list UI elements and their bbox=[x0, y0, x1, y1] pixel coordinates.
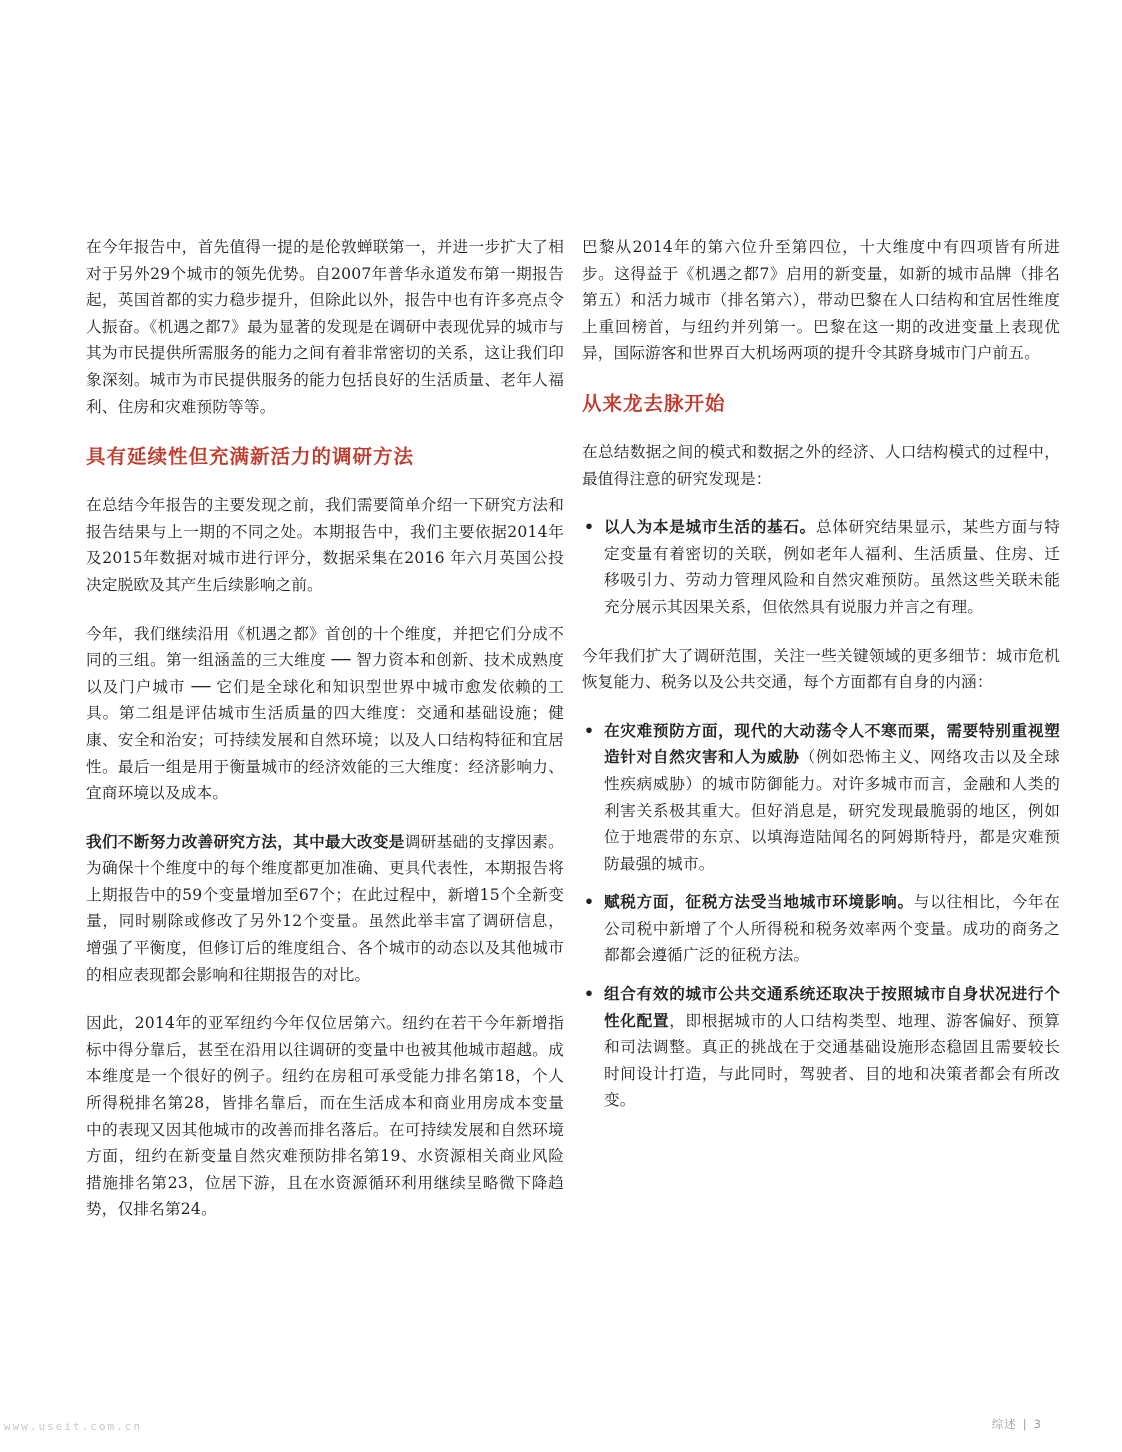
right-column bbox=[582, 234, 1060, 1136]
emphasis-text: 组合有效的城市公共交通系统还取决于按照城市自身状况进行个性化配置 bbox=[604, 984, 1060, 1030]
details-list bbox=[582, 718, 1060, 1114]
list-item bbox=[582, 889, 1060, 969]
body-text: ，即根据城市的人口结构类型、地理、游客偏好、预算和司法调整。真正的挑战在于交通基础设施形态稳固且需要较长时间设计打造，与此同时，驾驶者、目的地和决策者都会有所改变。 bbox=[604, 1011, 1060, 1110]
body-text: 调研基础的支撑因素。为确保十个维度中的每个维度都更加准确、更具代表性，本期报告将上期报告中的59个变量增加至67个；在此过程中，新增15个全新变量，同时剔除或修改了另外12个变量。虽然此举丰富了调研信息，增强了平衡度，但修订后的维度组合、各个城市的动态以及其他城市的相应表现都会影响和往期报告的对比。 bbox=[86, 832, 564, 984]
bullet-icon: • bbox=[584, 892, 595, 912]
body-text: 总体研究结果显示，某些方面与特定变量有着密切的关联，例如老年人福利、生活质量、住房、迁移吸引力、劳动力管理风险和自然灾难预防。虽然这些关联未能充分展示其因果关系，但依然具有说服力并言之有理。 bbox=[604, 518, 1060, 616]
page-number: 3 bbox=[1033, 1417, 1042, 1431]
emphasis-text: 赋税方面，征税方法受当地城市环境影响。 bbox=[604, 892, 914, 912]
new-york-paragraph: 因此，2014年的亚军纽约今年仅位居第六。纽约在若干今年新增指标中得分靠后，甚至在沿用以往调研的变量中也被其他城市超越。成本维度是一个很好的例子。纽约在房租可承受能力排名第18，个人所得税排名第28，皆排名靠后，而在生活成本和商业用房成本变量中的表现又因其他城市的改善而排名落后。在可持续发展和自然环境方面，纽约在新变量自然灾难预防排名第19、水资源相关商业风险措施排名第23，位居下游，且在水资源循环利用继续呈略微下降趋势，仅排名第24。 bbox=[86, 1014, 564, 1219]
methodology-paragraph-1: 在总结今年报告的主要发现之前，我们需要简单介绍一下研究方法和报告结果与上一期的不同之处。本期报告中，我们主要依据2014年及2015年数据对城市进行评分，数据采集在2016 年六月英国公投决定脱欧及其产生后续影响之前。 bbox=[86, 496, 564, 594]
bullet-icon: • bbox=[584, 720, 595, 740]
list-item bbox=[582, 981, 1060, 1114]
emphasis-text: 我们不断努力改善研究方法，其中最大改变是 bbox=[86, 831, 405, 851]
left-column bbox=[86, 234, 564, 1245]
list-item bbox=[582, 514, 1060, 620]
bullet-icon: • bbox=[584, 984, 595, 1004]
body-text: （例如恐怖主义、网络攻击以及全球性疾病威胁）的城市防御能力。对许多城市而言，金融和人类的利害关系极其重大。但好消息是，研究发现最脆弱的地区，例如位于地震带的东京、以填海造陆闻名的阿姆斯特丹，都是灾难预防最强的城市。 bbox=[604, 748, 1061, 873]
body-text: 与以往相比，今年在公司税中新增了个人所得税和税务效率两个变量。成功的商务之都都会遵循广泛的征税方法。 bbox=[604, 893, 1060, 965]
methodology-paragraph-2: 今年，我们继续沿用《机遇之都》首创的十个维度，并把它们分成不同的三组。第一组涵盖的三大维度 ── 智力资本和创新、技术成熟度以及门户城市 ── 它们是全球化和知识型世界中城市愈发依赖的工具。第二组是评估城市生活质量的四大维度：交通和基础设施；健康、安全和治安；可持续发展和自然环境；以及人口结构特征和宜居性。最后一组是用于衡量城市的经济效能的三大维度：经济影响力、宜商环境以及成本。 bbox=[86, 624, 564, 803]
context-paragraph: 在总结数据之间的模式和数据之外的经济、人口结构模式的过程中，最值得注意的研究发现是： bbox=[582, 442, 1060, 488]
emphasis-text: 在灾难预防方面，现代的大动荡令人不寒而栗，需要特别重视塑造针对自然灾害和人为威胁 bbox=[604, 720, 1060, 767]
intro-paragraph: 在今年报告中，首先值得一提的是伦敦蝉联第一，并进一步扩大了相对于另外29个城市的领先优势。自2007年普华永道发布第一期报告起，英国首都的实力稳步提升，但除此以外，报告中也有许多亮点令人振奋。《机遇之都7》最为显著的发现是在调研中表现优异的城市与其为市民提供所需服务的能力之间有着非常密切的关系，这让我们印象深刻。城市为市民提供服务的能力包括良好的生活质量、老年人福利、住房和灾难预防等等。 bbox=[86, 238, 564, 416]
watermark: www.useit.com.cn bbox=[4, 1420, 142, 1433]
footer-separator: | bbox=[1022, 1417, 1028, 1431]
methodology-paragraph-3 bbox=[86, 829, 564, 989]
bullet-icon: • bbox=[584, 517, 595, 537]
page-footer bbox=[992, 1416, 1042, 1432]
scope-paragraph: 今年我们扩大了调研范围，关注一些关键领域的更多细节：城市危机恢复能力、税务以及公共交通，每个方面都有自身的内涵： bbox=[582, 646, 1060, 692]
list-item bbox=[582, 718, 1060, 878]
paris-paragraph: 巴黎从2014年的第六位升至第四位，十大维度中有四项皆有所进步。这得益于《机遇之都7》启用的新变量，如新的城市品牌（排名第五）和活力城市（排名第六），带动巴黎在人口结构和宜居性维度上重回榜首，与纽约并列第一。巴黎在这一期的改进变量上表现优异，国际游客和世界百大机场两项的提升令其跻身城市门户前五。 bbox=[582, 238, 1060, 363]
section-heading-context: 从来龙去脉开始 bbox=[582, 391, 726, 415]
emphasis-text: 以人为本是城市生活的基石。 bbox=[604, 517, 816, 537]
section-heading-methodology: 具有延续性但充满新活力的调研方法 bbox=[86, 445, 415, 469]
findings-list bbox=[582, 514, 1060, 620]
footer-section-label: 综述 bbox=[991, 1417, 1017, 1431]
